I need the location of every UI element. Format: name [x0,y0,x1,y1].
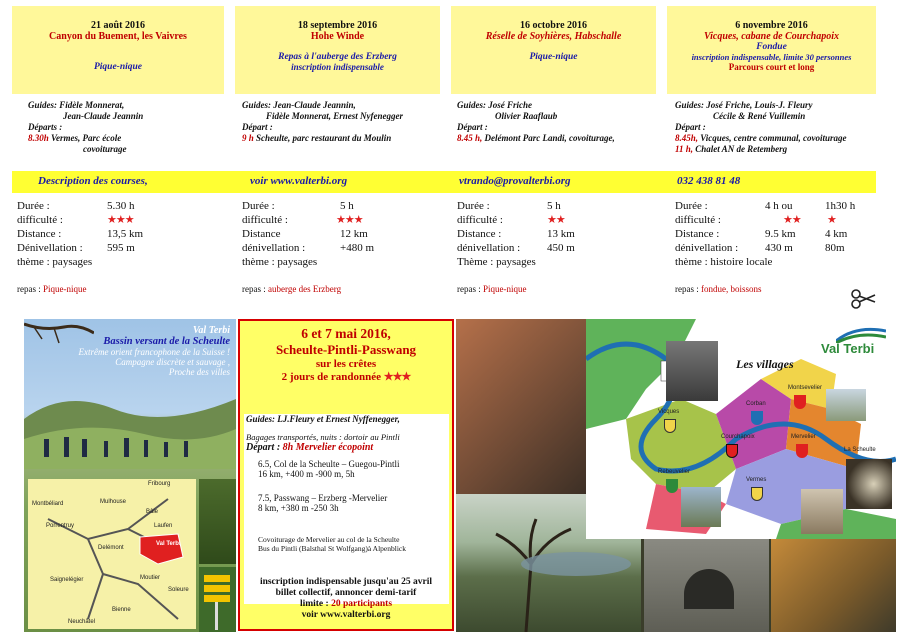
label: difficulté : [17,214,63,226]
map-label: Bienne [112,607,131,613]
panel-line-2: Campagne discrète et sauvage , [115,357,230,367]
theme-line: Thème : paysages [457,256,536,268]
course-guides-4 [675,100,885,155]
scissors-icon [850,288,876,310]
village-label: La Scheulte [844,447,876,453]
guide-line: Guides: Jean-Claude Jeannin, [242,100,356,110]
course-guides-2 [242,100,442,144]
course-info-4 [675,199,890,269]
signpost-photo [199,567,236,632]
etape-2-stats: 8 km, +380 m -250 3h [258,503,339,513]
denivellation-value: 595 m [107,242,135,254]
distance-value: 13 km [547,228,575,240]
map-label: Saignelégier [50,577,84,583]
label: difficulté : [457,214,503,226]
limit-label: limite : [299,599,329,609]
building-photo [666,341,718,401]
repas-label: repas : [242,284,266,294]
course-sub2: Parcours court et long [728,62,815,72]
sculpture-photo [801,489,843,534]
event-guides: Guides: LJ.Fleury et Ernest Nyffenegger, [246,414,400,424]
depart-text: Vicques, centre communal, covoiturage [700,133,847,143]
course-title: Hohe Winde [310,31,365,42]
repas-1 [17,284,87,294]
denivellation-value-2: 80m [825,242,845,254]
depart-time: 8.30h [28,133,49,143]
left-photo-panel [24,319,236,632]
theme-line: thème : paysages [242,256,318,268]
label: Distance [242,228,281,240]
guide-line: Fidèle Monnerat, Ernest Nyfenegger [266,111,403,121]
course-sub: Repas à l'auberge des Erzberg [278,52,397,62]
depart-text: Scheulte, parc restaurant du Moulin [256,133,392,143]
course-title: Réselle de Soyhières, Habschalle [485,31,622,42]
denivellation-value: 450 m [547,242,575,254]
distance-value-2: 4 km [825,228,848,240]
etape-1-route: 6.5, Col de la Scheulte – Guegou-Pintli [258,459,400,469]
difficulty-stars: ★★★ [383,371,411,383]
repas-2 [242,284,341,294]
course-info-3 [457,199,657,269]
course-header-4 [667,6,876,94]
weekend-event-box [238,319,454,631]
villages-map [586,319,896,539]
course-info-2 [242,199,442,269]
map-label: Fribourg [148,481,171,487]
guide-line: Olivier Raaflaub [495,111,558,121]
etape-1 [244,459,449,479]
course-date: 18 septembre 2016 [297,20,378,31]
repas-3 [457,284,527,294]
map-label: Moutier [140,575,161,581]
guide-line: Guides: José Friche, Louis-J. Fleury [675,100,813,110]
region-map [28,479,196,629]
course-sub-b: inscription indispensable, limite 30 personnes [691,52,852,62]
course-title: Canyon du Buement, les Vaivres [49,31,187,42]
village-label: Rebeuvelier [658,469,691,475]
course-guides-3 [457,100,662,144]
label: Durée : [457,200,490,212]
covoiturage-line-2: Bus du Pintli (Balsthal St Wolfgang)à Alpenblick [258,544,407,553]
event-depart-label: Départ : [246,442,281,453]
label: Dénivellation : [17,242,83,254]
label: dénivellation : [457,242,521,254]
website-link[interactable]: voir www.valterbi.org [250,175,348,187]
map-label: Neuchâtel [68,619,96,625]
label: Durée : [242,200,275,212]
coat-of-arms-icon [751,411,763,425]
map-label: Montbéliard [32,501,64,507]
depart-text2: covoiturage [83,144,127,154]
map-label: Val Terbi [156,541,181,547]
map-label: Laufen [154,523,173,529]
guide-line: Cécile & René Vuillemin [713,111,806,121]
depart-label: Départs : [28,122,63,132]
depart-text: Delémont Parc Landi, covoiturage, [484,133,615,143]
course-date: 21 août 2016 [91,20,145,31]
label: dénivellation : [242,242,306,254]
repas-4 [675,284,762,294]
difficulty-stars: ★★★ [107,214,134,226]
event-bagages: Bagages transportés, nuits : dortoir au Pintli [246,432,400,442]
map-label: Bâle [146,509,159,515]
coat-of-arms-icon [666,479,678,493]
course-title: Vicques, cabane de Courchapoix [703,31,839,42]
depart-time: 9 h [242,133,254,143]
depart-line [675,133,885,144]
email-link[interactable]: vtrando@provalterbi.org [459,175,571,187]
event-line-2-text: 2 jours de randonnée [281,371,381,383]
difficulty-stars: ★★★ [336,214,363,226]
event-date: 6 et 7 mai 2016, [301,326,391,341]
village-label: Courchapoix [721,434,755,440]
denivellation-value: +480 m [340,242,375,254]
repas-value: Pique-nique [43,284,87,294]
difficulty-stars: ★★ [547,214,565,226]
repas-label: repas : [17,284,41,294]
cave-entrance-photo [846,459,892,509]
depart-label: Départ : [675,122,706,132]
etape-2 [244,493,449,513]
course-header-1 [12,6,224,94]
village-label: Corban [746,401,766,407]
chapel-photo [681,487,721,527]
duree-value: 5 h [547,200,561,212]
inscription-line-3 [240,599,452,610]
valterbi-logo: Val Terbi [821,341,875,356]
depart-time: 8.45 h, [457,133,483,143]
course-guides-1 [28,100,228,155]
distance-value: 9.5 km [765,228,796,240]
label: dénivellation : [675,242,739,254]
course-sub: Pique-nique [93,62,143,72]
right-photo-panel [456,319,896,632]
course-date: 6 novembre 2016 [735,20,808,31]
etape-2-route: 7.5, Passwang – Erzberg -Mervelier [258,493,388,503]
depart-time: 8.45h, [675,133,699,143]
limit-value: 20 participants [331,599,393,609]
rock-photo [456,319,586,494]
label: Durée : [675,200,708,212]
event-title: Scheulte-Pintli-Passwang [275,342,417,357]
event-line-1: sur les crêtes [315,358,377,370]
depart-line-2 [675,144,885,155]
guide-line: Guides: José Friche [457,100,532,110]
guide-line: Guides: Fidèle Monnerat, [28,100,125,110]
repas-label: repas : [457,284,481,294]
coat-of-arms-icon [794,395,806,409]
difficulty-stars-2: ★ [827,214,836,226]
distance-value: 12 km [340,228,368,240]
repas-label: repas : [675,284,699,294]
course-info-1 [17,199,227,269]
coat-of-arms-icon [664,419,676,433]
covoiturage-line-1: Covoiturage de Mervelier au col de la Scheulte [258,535,400,544]
label: Distance : [17,228,62,240]
repas-value: Pique-nique [483,284,527,294]
village-label: Vicques [658,409,680,415]
description-label: Description des courses, [38,175,148,187]
repas-value: fondue, boissons [701,284,762,294]
depart-text: Vermes, Parc école [51,133,122,143]
distance-value: 13,5 km [107,228,144,240]
village-label: Vermes [746,477,767,483]
depart-line [242,133,442,144]
map-label: Soleure [168,587,189,593]
brand-name: Val Terbi [192,325,230,336]
course-header-3 [451,6,656,94]
course-sub2: inscription indispensable [291,62,384,72]
map-label: Delémont [98,545,124,551]
valterbi-logo-icon [836,323,886,343]
event-details [244,414,449,604]
repas-value: auberge des Erzberg [268,284,342,294]
course-date: 16 octobre 2016 [519,20,588,31]
depart-line [457,133,662,144]
forest-photo [771,539,896,632]
duree-value: 5 h [340,200,354,212]
inscription-line-2: billet collectif, annoncer demi-tarif [275,588,417,598]
label: Distance : [675,228,720,240]
coat-of-arms-icon [796,444,808,458]
depart-label: Départ : [457,122,488,132]
panel-line-3: Proche des villes [168,367,230,377]
duree-value: 4 h ou [765,200,793,212]
label: difficulté : [675,214,721,226]
panel-title: Bassin versant de la Scheulte [103,336,230,347]
covoiturage-info [244,535,449,553]
depart-time: 11 h, [675,144,694,154]
village-label: Mervelier [791,434,816,440]
difficulty-stars: ★★ [783,214,801,226]
coat-of-arms-icon [726,444,738,458]
depart-label: Départ : [242,122,273,132]
etape-1-stats: 16 km, +400 m -900 m, 5h [258,469,355,479]
cave-photo [644,539,769,632]
coat-of-arms-icon [751,487,763,501]
event-depart [244,442,449,453]
event-line-2 [240,370,452,383]
house-photo [826,389,866,421]
label: Durée : [17,200,50,212]
panel-line-1: Extrême orient francophone de la Suisse ! [78,347,230,357]
denivellation-value: 430 m [765,242,793,254]
village-label: Montsevelier [788,385,823,391]
duree-value-2: 1h30 h [825,200,856,212]
label: Distance : [457,228,502,240]
depart-line [28,133,228,144]
course-sub: Fondue [756,42,787,52]
event-depart-value: 8h Mervelier écopoint [282,442,374,453]
contact-bar [12,171,876,193]
hikers-illustration [34,429,224,469]
course-header-2 [235,6,440,94]
left-panel-text [30,325,230,377]
guide-line: Jean-Claude Jeannin [63,111,144,121]
map-label: Porrentruy [46,523,75,529]
phone-number: 032 438 81 48 [677,175,741,187]
theme-line: thème : histoire locale [675,256,773,268]
depart-text: Chalet AN de Retemberg [695,144,788,154]
villages-title: Les villages [736,357,794,371]
inscription-info [240,577,452,621]
inscription-line-1: inscription indispensable jusqu'au 25 avril [259,577,433,587]
website-link[interactable]: voir www.valterbi.org [301,610,391,620]
label: difficulté : [242,214,288,226]
map-label: Mulhouse [100,499,127,505]
course-sub: Pique-nique [529,52,578,62]
theme-line: thème : paysages [17,256,93,268]
hiker-photo [199,479,236,564]
duree-value: 5.30 h [107,200,135,212]
